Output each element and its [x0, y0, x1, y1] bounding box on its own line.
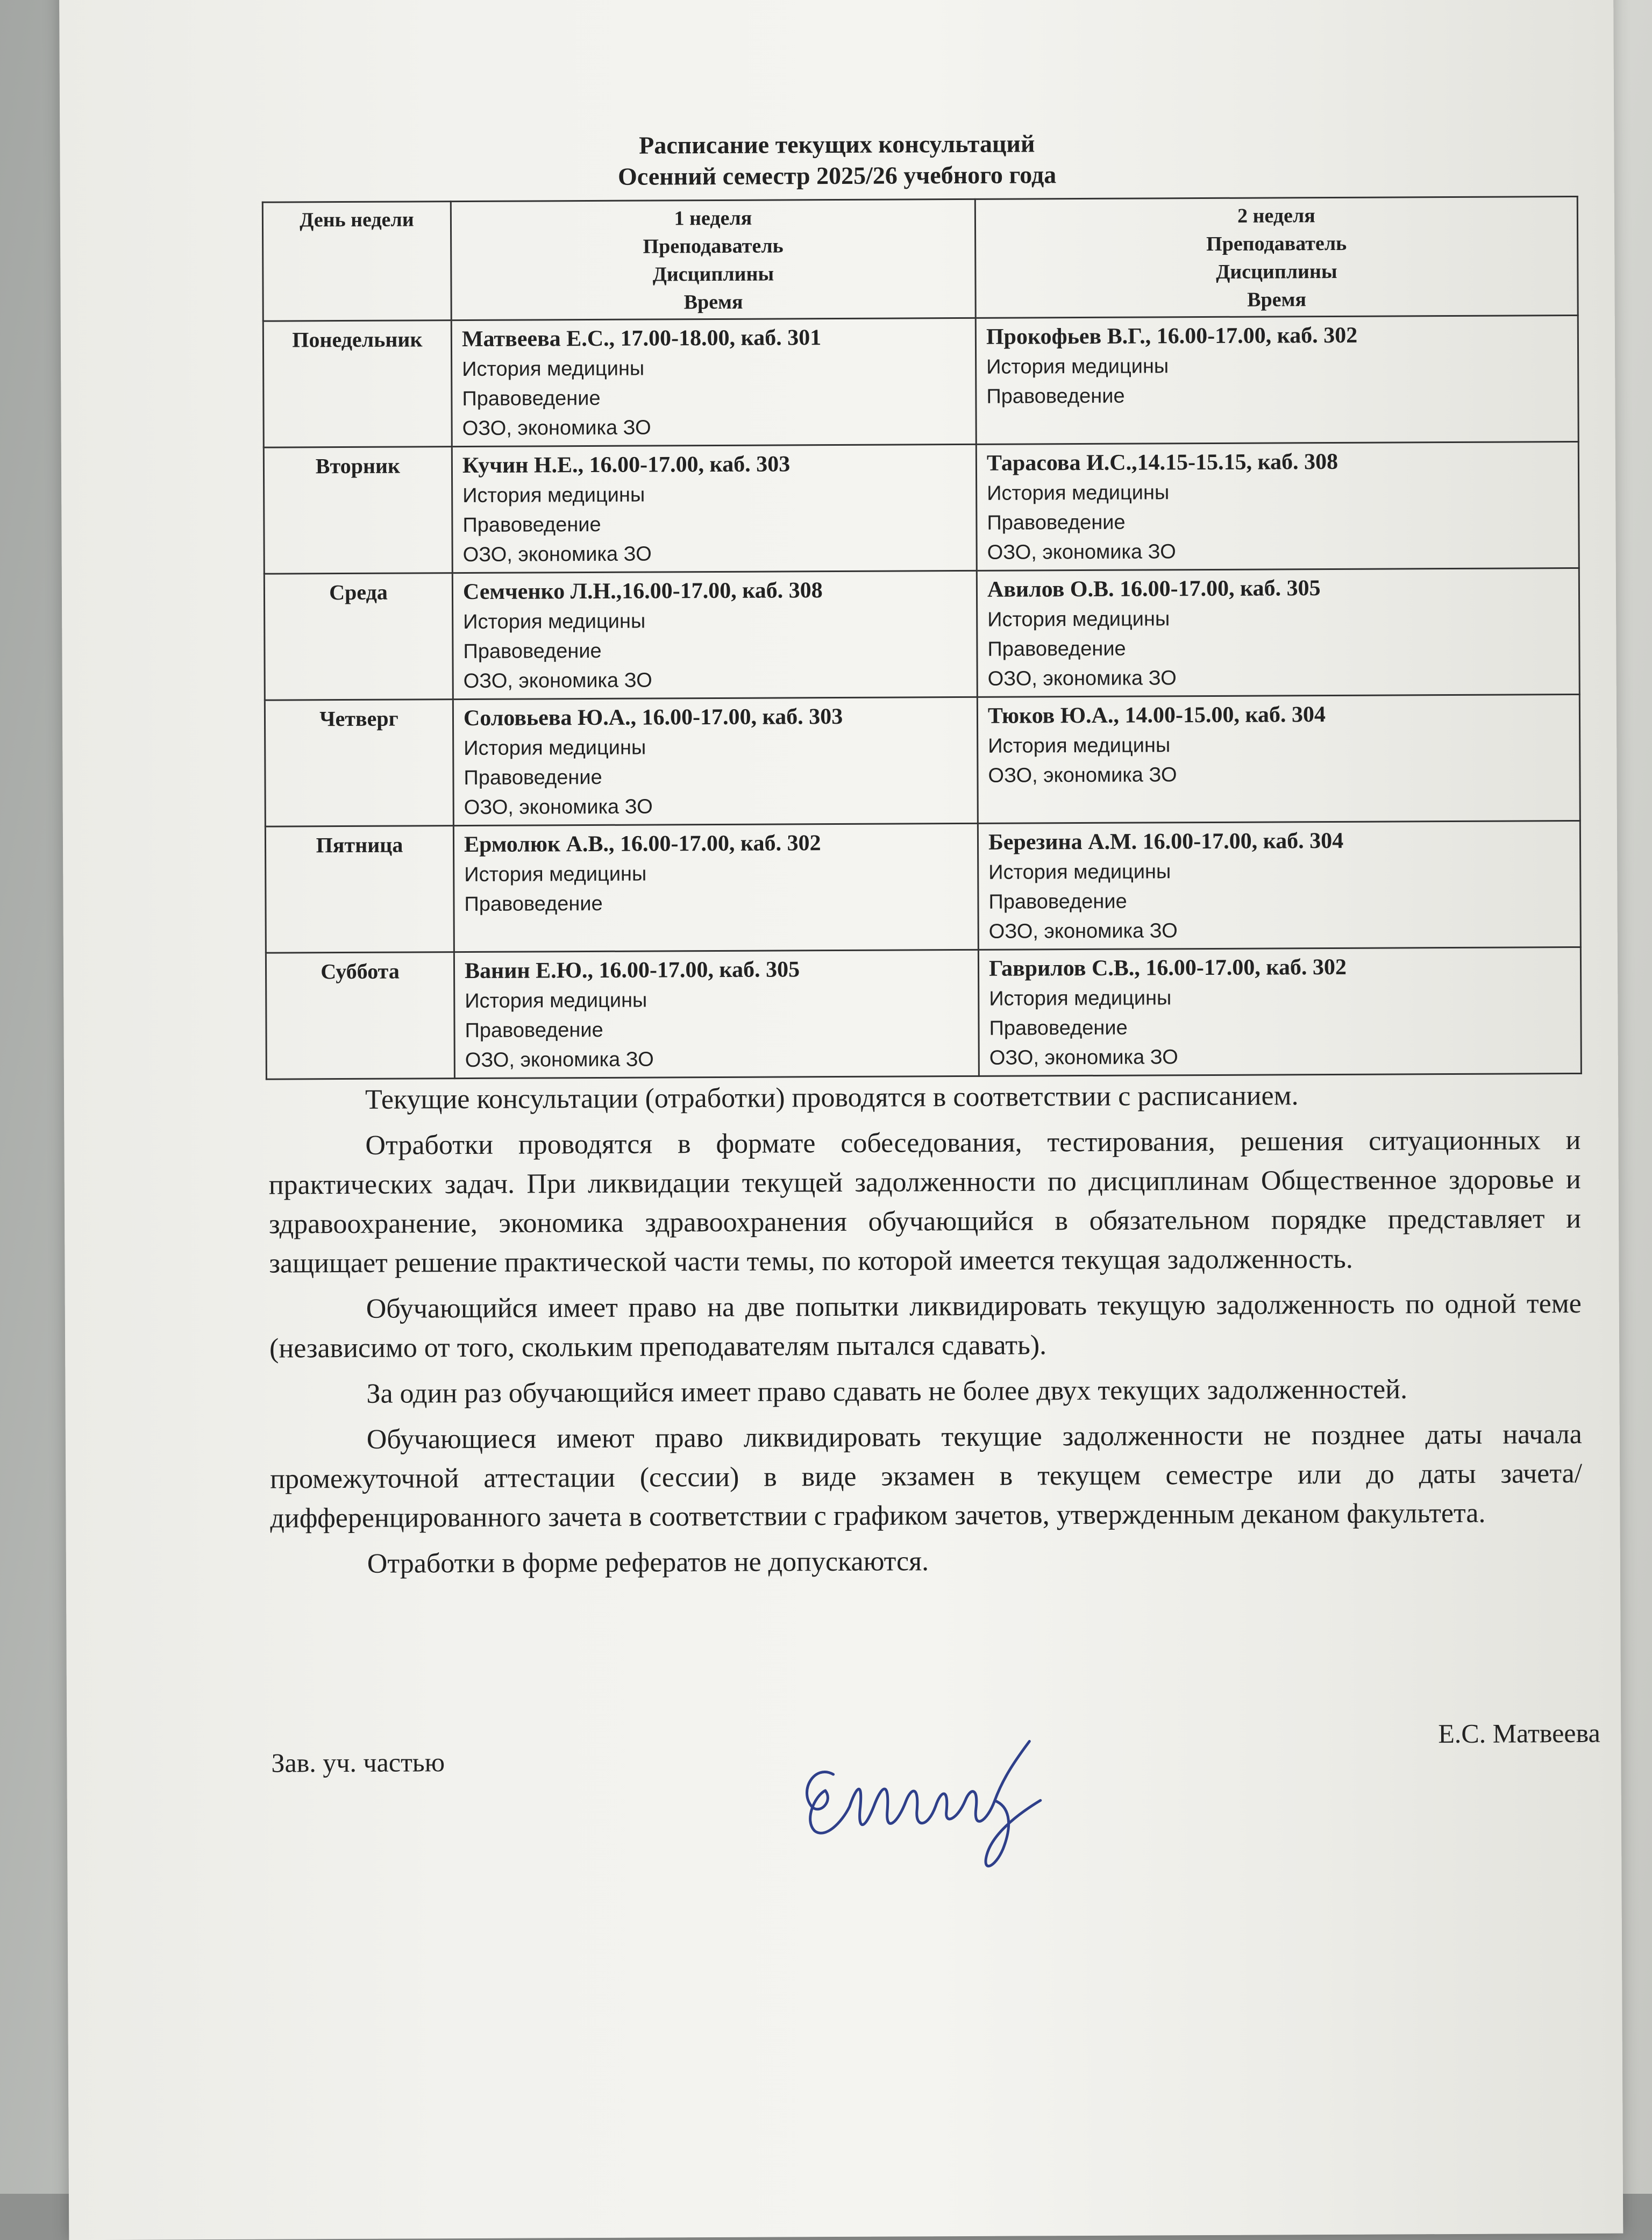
discipline-item: История медицины: [464, 862, 647, 887]
discipline-item: ОЗО, экономика ЗО: [462, 543, 652, 567]
header-week1-line: Время: [683, 290, 743, 314]
discipline-item: Правоведение: [986, 384, 1125, 408]
handwritten-signature: [782, 1725, 1084, 1877]
teacher-time-room: Гаврилов С.В., 16.00-17.00, каб. 302: [988, 954, 1347, 981]
discipline-item: ОЗО, экономика ЗО: [987, 540, 1176, 564]
document-subtitle: Осенний семестр 2025/26 учебного года: [617, 161, 1057, 190]
teacher-time-room: Тарасова И.С.,14.15-15.15, каб. 308: [986, 449, 1338, 476]
table-row: [265, 821, 1580, 953]
week2-cell: [976, 441, 1579, 570]
note-paragraph: Текущие консультации (отработки) проводятся в соответствии с расписанием.: [365, 1080, 1299, 1115]
table-row: [265, 694, 1580, 826]
day-cell: Суббота: [266, 952, 454, 1080]
document-title: Расписание текущих консультаций: [639, 130, 1035, 159]
discipline-item: ОЗО, экономика ЗО: [988, 919, 1178, 943]
day-cell: Среда: [264, 573, 453, 701]
teacher-time-room: Матвеева Е.С., 17.00-18.00, каб. 301: [461, 325, 822, 352]
week1-cell: [453, 823, 978, 952]
discipline-item: Правоведение: [462, 387, 601, 411]
note-paragraph: За один раз обучающийся имеет право сдавать не более двух текущих задолженностей.: [366, 1374, 1408, 1409]
teacher-time-room: Березина А.М. 16.00-17.00, каб. 304: [988, 828, 1344, 855]
discipline-item: Правоведение: [465, 1018, 603, 1043]
discipline-item: Правоведение: [462, 513, 601, 537]
teacher-time-room: Прокофьев В.Г., 16.00-17.00, каб. 302: [986, 323, 1358, 349]
week1-cell: [452, 444, 977, 573]
discipline-item: История медицины: [464, 736, 646, 760]
table-row: [266, 947, 1581, 1079]
discipline-item: ОЗО, экономика ЗО: [464, 795, 653, 819]
week2-cell: [975, 315, 1578, 444]
rules-notes: [268, 1075, 1583, 1590]
week1-cell: [452, 570, 977, 699]
discipline-item: Правоведение: [988, 890, 1127, 914]
header-week1-line: Преподаватель: [643, 234, 784, 258]
day-cell: Четверг: [265, 700, 453, 827]
header-week2: [975, 196, 1578, 318]
signatory-name: Е.С. Матвеева: [1438, 1717, 1600, 1749]
header-week1-line: Дисциплины: [652, 262, 774, 286]
week1-cell: [453, 697, 978, 825]
note-paragraph: Отработки в форме рефератов не допускаются.: [367, 1546, 929, 1579]
header-week2-line: Дисциплины: [1216, 260, 1337, 283]
teacher-time-room: Ермолюк А.В., 16.00-17.00, каб. 302: [464, 831, 821, 858]
discipline-item: История медицины: [987, 481, 1170, 505]
note-paragraph: Отработки проводятся в формате собеседования, тестирования, решения ситуационных и практических задач. При ликвидации текущей задолженности по дисциплинам Общественное здоровье и здравоохранение, экономика здравоохранения обучающийся в обязательном порядке представляет и защищает решение практической части темы, по которой имеется текущая задолженность.: [268, 1124, 1582, 1279]
table-row: [263, 315, 1578, 447]
week1-cell: [454, 950, 979, 1078]
discipline-item: История медицины: [986, 355, 1169, 379]
day-cell: Пятница: [265, 826, 454, 953]
discipline-item: История медицины: [463, 610, 646, 634]
paper-sheet: [59, 0, 1623, 2240]
teacher-time-room: Авилов О.В. 16.00-17.00, каб. 305: [987, 576, 1321, 602]
discipline-item: ОЗО, экономика ЗО: [463, 669, 652, 693]
discipline-item: История медицины: [987, 608, 1170, 631]
discipline-item: ОЗО, экономика ЗО: [988, 764, 1177, 787]
discipline-item: История медицины: [462, 483, 645, 508]
discipline-item: Правоведение: [989, 1016, 1128, 1040]
discipline-item: Правоведение: [464, 766, 602, 790]
discipline-item: ОЗО, экономика ЗО: [462, 416, 651, 440]
discipline-item: Правоведение: [987, 511, 1126, 534]
discipline-item: История медицины: [462, 357, 645, 381]
table-row: [264, 441, 1579, 574]
header-day: День недели: [262, 202, 451, 322]
week2-cell: [978, 821, 1580, 950]
discipline-item: ОЗО, экономика ЗО: [989, 1046, 1178, 1069]
day-cell: Понедельник: [263, 320, 452, 448]
discipline-item: История медицины: [988, 860, 1171, 884]
discipline-item: История медицины: [988, 734, 1171, 758]
header-week2-line: 2 неделя: [1237, 204, 1315, 227]
consultation-schedule-table: [262, 196, 1582, 1080]
header-week1-line: 1 неделя: [674, 206, 752, 230]
discipline-item: ОЗО, экономика ЗО: [465, 1048, 654, 1072]
discipline-item: ОЗО, экономика ЗО: [987, 667, 1177, 690]
day-cell: Вторник: [264, 447, 452, 574]
week2-cell: [978, 947, 1581, 1076]
signatory-position: Зав. уч. частью: [271, 1747, 445, 1778]
teacher-time-room: Кучин Н.Е., 16.00-17.00, каб. 303: [462, 452, 791, 479]
header-week2-line: Время: [1247, 288, 1307, 311]
discipline-item: Правоведение: [463, 639, 602, 664]
note-paragraph: Обучающийся имеет право на две попытки ликвидировать текущую задолженность по одной теме (независимо от того, скольким преподавателям пытался сдавать).: [269, 1288, 1582, 1364]
discipline-item: Правоведение: [464, 892, 603, 916]
discipline-item: История медицины: [989, 987, 1172, 1010]
teacher-time-room: Соловьева Ю.А., 16.00-17.00, каб. 303: [463, 704, 843, 731]
teacher-time-room: Семченко Л.Н.,16.00-17.00, каб. 308: [462, 578, 823, 605]
table-header-row: [262, 196, 1578, 321]
table-row: [264, 568, 1579, 700]
discipline-item: Правоведение: [987, 637, 1126, 661]
week2-cell: [977, 694, 1580, 823]
header-week1: [451, 199, 975, 320]
week1-cell: [451, 318, 976, 446]
week2-cell: [977, 568, 1579, 697]
schedule-body: [263, 315, 1581, 1079]
note-paragraph: Обучающиеся имеют право ликвидировать текущие задолженности не позднее даты начала промежуточной аттестации (сессии) в виде экзамен в текущем семестре или до даты зачета/дифференцированного зачета в соответствии с графиком зачетов, утвержденным деканом факультета.: [270, 1418, 1583, 1534]
discipline-item: История медицины: [465, 989, 647, 1013]
teacher-time-room: Тюков Ю.А., 14.00-15.00, каб. 304: [987, 702, 1326, 729]
teacher-time-room: Ванин Е.Ю., 16.00-17.00, каб. 305: [464, 957, 800, 984]
header-week2-line: Преподаватель: [1206, 232, 1347, 256]
